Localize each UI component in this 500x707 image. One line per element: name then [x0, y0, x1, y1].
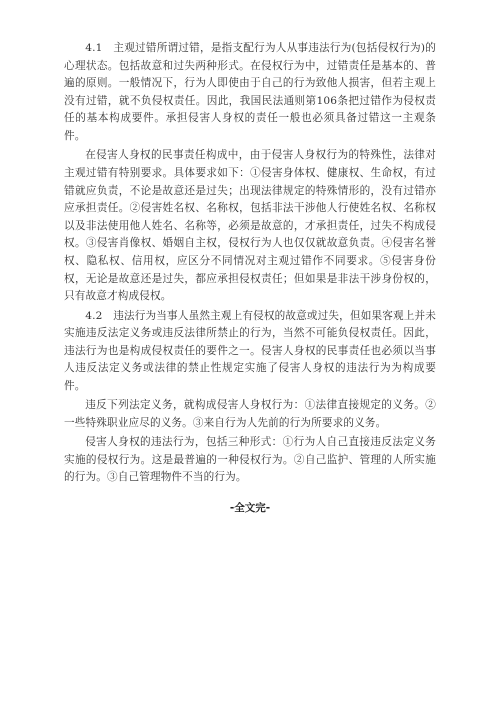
document-body — [64, 40, 436, 489]
paragraph-4-2: 4.2 违法行为当事人虽然主观上有侵权的故意或过失，但如果客观上并未实施违反法定义务或违反法律所禁止的行为，当然不可能负侵权责任。因此，违法行为也是构成侵权责任的要件之一。侵害人身权的民事责任也必须以当事人违反法定义务或法律的禁止性规定实施了侵害人身权的违法行为为构成要件。 — [64, 309, 436, 392]
paragraph-illegal-act-forms: 侵害人身权的违法行为，包括三种形式：①行为人自己直接违反法定义务实施的侵权行为。这是最普遍的一种侵权行为。②自己监护、管理的人所实施的行为。③自己管理物件不当的行为。 — [64, 436, 436, 484]
paragraph-4-1: 4.1 主观过错所谓过错，是指支配行为人从事违法行为(包括侵权行为)的心理状态。包括故意和过失两种形式。在侵权行为中，过错责任是基本的、普遍的原则。一般情况下，行为人即使由于自己的行为致他人损害，但若主观上没有过错，就不负侵权责任。因此，我国民法通则第106条把过错作为侵权责任的基本构成要件。承担侵害人身权的责任一般也必须具备过错这一主观条件。 — [64, 42, 436, 142]
end-of-document-mark: -全文完- — [229, 502, 271, 514]
paragraph-statutory-duties: 违反下列法定义务，就构成侵害人身权行为：①法律直接规定的义务。②一些特殊职业应尽的义务。③来自行为人先前的行为所要求的义务。 — [64, 399, 436, 429]
paragraph-fault-requirements: 在侵害人身权的民事责任构成中，由于侵害人身权行为的特殊性，法律对主观过错有特别要求。具体要求如下：①侵害身体权、健康权、生命权，有过错就应负责，不论是故意还是过失；出现法律规定的特殊情形的，没有过错亦应承担责任。②侵害姓名权、名称权，包括非法干涉他人行使姓名权、名称权以及非法使用他人姓名、名称等，必须是故意的，才承担责任，过失不构成侵权。③侵害肖像权、婚姻自主权，侵权行为人也仅仅就故意负责。④侵害名誉权、隐私权、信用权，应区分不同情况对主观过错作不同要求。⑤侵害身份权，无论是故意还是过失，都应承担侵权责任；但如果是非法干涉身份权的，只有故意才构成侵权。 — [64, 149, 436, 303]
